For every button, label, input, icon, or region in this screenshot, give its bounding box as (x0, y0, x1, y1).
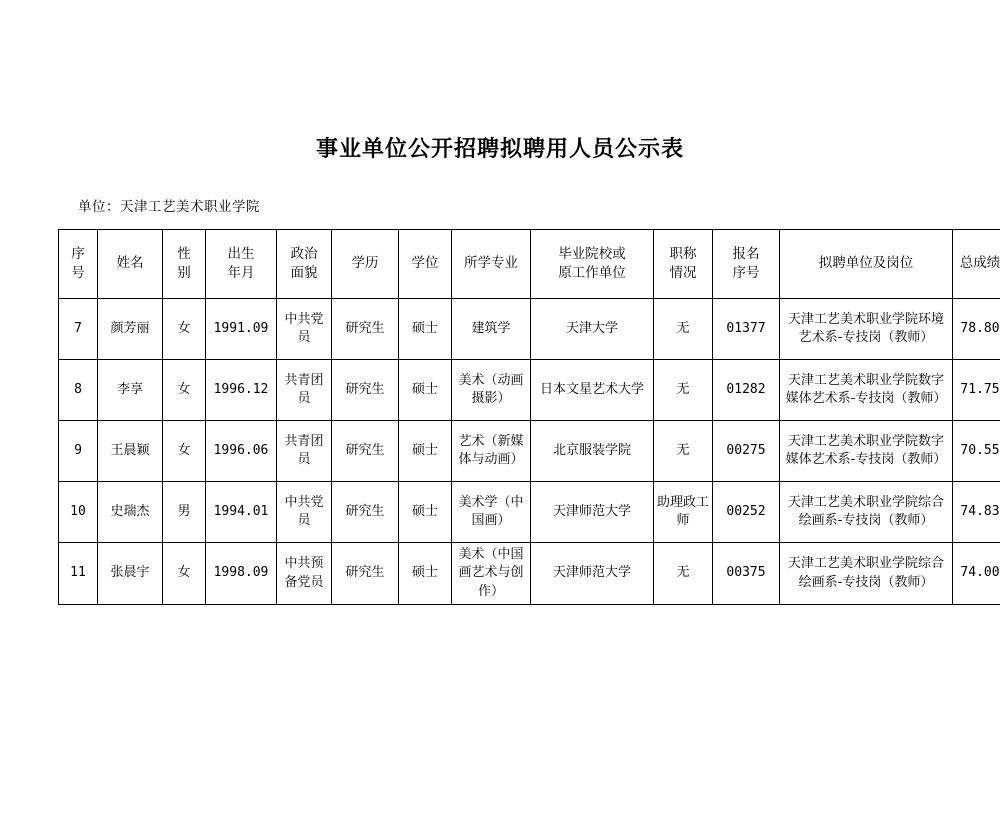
cell-reg-no: 00275 (713, 421, 780, 482)
cell-name: 颜芳丽 (98, 299, 163, 360)
cell-major: 建筑学 (452, 299, 531, 360)
cell-education: 研究生 (332, 482, 399, 543)
cell-birth: 1991.09 (206, 299, 277, 360)
header-cell-major: 所学专业 (452, 230, 531, 299)
cell-score: 74.83 (953, 482, 1000, 543)
table-body (59, 299, 1000, 605)
cell-score: 78.80 (953, 299, 1000, 360)
header-cell-title-status: 职称 情况 (654, 230, 713, 299)
table-header (59, 230, 1000, 299)
cell-post: 天津工艺美术职业学院综合绘画系-专技岗（教师） (780, 543, 953, 605)
table-row (59, 360, 1000, 421)
cell-sex: 女 (163, 421, 206, 482)
cell-political: 共青团员 (277, 421, 332, 482)
cell-major: 美术（中国画艺术与创作） (452, 543, 531, 605)
cell-title-status: 无 (654, 360, 713, 421)
cell-education: 研究生 (332, 543, 399, 605)
cell-title-status: 无 (654, 543, 713, 605)
cell-seq: 10 (59, 482, 98, 543)
cell-post: 天津工艺美术职业学院数字媒体艺术系-专技岗（教师） (780, 421, 953, 482)
cell-political: 中共预备党员 (277, 543, 332, 605)
cell-reg-no: 01282 (713, 360, 780, 421)
header-cell-sex: 性 别 (163, 230, 206, 299)
cell-degree: 硕士 (399, 360, 452, 421)
cell-name: 王晨颖 (98, 421, 163, 482)
cell-school: 日本文星艺术大学 (531, 360, 654, 421)
cell-title-status: 助理政工师 (654, 482, 713, 543)
cell-name: 李享 (98, 360, 163, 421)
cell-post: 天津工艺美术职业学院数字媒体艺术系-专技岗（教师） (780, 360, 953, 421)
cell-post: 天津工艺美术职业学院综合绘画系-专技岗（教师） (780, 482, 953, 543)
cell-score: 74.00 (953, 543, 1000, 605)
cell-education: 研究生 (332, 360, 399, 421)
cell-name: 史瑞杰 (98, 482, 163, 543)
header-cell-political: 政治 面貌 (277, 230, 332, 299)
cell-sex: 女 (163, 299, 206, 360)
header-cell-seq: 序 号 (59, 230, 98, 299)
cell-school: 北京服装学院 (531, 421, 654, 482)
cell-major: 艺术（新媒体与动画） (452, 421, 531, 482)
cell-birth: 1996.06 (206, 421, 277, 482)
table-row (59, 543, 1000, 605)
unit-name: 天津工艺美术职业学院 (120, 199, 260, 215)
header-cell-score: 总成绩 (953, 230, 1000, 299)
header-cell-reg-no: 报名 序号 (713, 230, 780, 299)
cell-major: 美术（动画摄影） (452, 360, 531, 421)
header-cell-birth: 出生 年月 (206, 230, 277, 299)
cell-political: 中共党员 (277, 299, 332, 360)
cell-birth: 1998.09 (206, 543, 277, 605)
cell-score: 70.55 (953, 421, 1000, 482)
unit-label: 单位： (78, 199, 120, 215)
cell-birth: 1994.01 (206, 482, 277, 543)
header-cell-degree: 学位 (399, 230, 452, 299)
table-row (59, 482, 1000, 543)
table-row (59, 421, 1000, 482)
cell-seq: 9 (59, 421, 98, 482)
cell-seq: 8 (59, 360, 98, 421)
cell-education: 研究生 (332, 299, 399, 360)
cell-sex: 男 (163, 482, 206, 543)
cell-seq: 11 (59, 543, 98, 605)
cell-school: 天津大学 (531, 299, 654, 360)
cell-title-status: 无 (654, 299, 713, 360)
header-cell-name: 姓名 (98, 230, 163, 299)
cell-degree: 硕士 (399, 543, 452, 605)
header-cell-school: 毕业院校或 原工作单位 (531, 230, 654, 299)
cell-political: 中共党员 (277, 482, 332, 543)
cell-degree: 硕士 (399, 421, 452, 482)
cell-seq: 7 (59, 299, 98, 360)
cell-degree: 硕士 (399, 482, 452, 543)
cell-degree: 硕士 (399, 299, 452, 360)
cell-sex: 女 (163, 360, 206, 421)
page-title: 事业单位公开招聘拟聘用人员公示表 (0, 132, 1000, 163)
unit-line (78, 195, 1000, 215)
cell-score: 71.75 (953, 360, 1000, 421)
cell-reg-no: 01377 (713, 299, 780, 360)
table-header-row (59, 230, 1000, 299)
header-cell-post: 拟聘单位及岗位 (780, 230, 953, 299)
cell-political: 共青团员 (277, 360, 332, 421)
cell-title-status: 无 (654, 421, 713, 482)
cell-birth: 1996.12 (206, 360, 277, 421)
document-page (0, 132, 1000, 839)
cell-school: 天津师范大学 (531, 482, 654, 543)
cell-education: 研究生 (332, 421, 399, 482)
cell-reg-no: 00252 (713, 482, 780, 543)
cell-major: 美术学（中国画） (452, 482, 531, 543)
announcement-table (58, 229, 1000, 605)
cell-school: 天津师范大学 (531, 543, 654, 605)
cell-post: 天津工艺美术职业学院环境艺术系-专技岗（教师） (780, 299, 953, 360)
cell-name: 张晨宇 (98, 543, 163, 605)
cell-reg-no: 00375 (713, 543, 780, 605)
table-row (59, 299, 1000, 360)
header-cell-education: 学历 (332, 230, 399, 299)
cell-sex: 女 (163, 543, 206, 605)
